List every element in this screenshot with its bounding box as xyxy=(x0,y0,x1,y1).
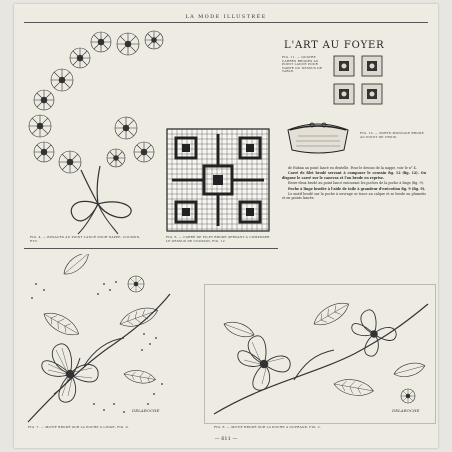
article-paragraph: Carré de filet brodé servant à composer le coussin fig. 12 (fig. 12). On dispose le carré sur le canevas et l'on brode en reprise. xyxy=(282,171,426,180)
caption-fig-corners: FIG. 11. — QUATRE CARRÉS BRODÉS AU POINT LANCÉ POUR NAPPE OU DESSUS DE TABLE. xyxy=(282,55,323,74)
corner-squares-illustration xyxy=(332,54,384,106)
rosette xyxy=(117,33,139,55)
rosette xyxy=(70,48,90,68)
rosette-ribbon-illustration xyxy=(26,26,166,236)
rosette xyxy=(34,142,54,162)
caption-fig-flower-left: FIG. 7. — MOTIF BRODÉ SUR LA POCHE À LINGE, FIG. 9. xyxy=(28,425,129,429)
leaf xyxy=(60,254,92,279)
section-title: L'ART AU FOYER xyxy=(284,40,385,51)
rosette xyxy=(59,151,81,173)
leaf xyxy=(117,303,160,331)
caption-fig-flower-right: FIG. 8. — MOTIF BRODÉ SUR LA POCHE À OUVRAGE, FIG. 2. xyxy=(214,425,322,429)
rosette xyxy=(134,142,154,162)
caption-fig-purse: FIG. 13. — PORTE-MONNAIE BRODÉ AU POINT DE CROIX. xyxy=(360,131,424,139)
leaf xyxy=(222,318,256,340)
flower xyxy=(128,276,144,292)
flower xyxy=(42,344,98,402)
article-paragraph: Le motif brodé sur la poche à ouvrage se trace au calque et se brode en plumetis et en points lancés. xyxy=(282,192,426,201)
leaf xyxy=(392,360,426,380)
artist-signature: DELAROCHE xyxy=(132,408,160,413)
magazine-page xyxy=(14,4,438,448)
article-body xyxy=(282,166,426,201)
article-paragraph: Poche à linge brodée à l'aide de toile à grandeur d'exécution fig. 9 (fig. 9). xyxy=(288,186,426,191)
leaf xyxy=(123,368,157,385)
running-header: LA MODE ILLUSTRÉE xyxy=(185,14,267,20)
floral-embroidery-left xyxy=(24,254,174,426)
rosette xyxy=(29,115,51,137)
ribbon-stem xyxy=(81,166,100,204)
leaf xyxy=(40,308,82,341)
ribbon-tail xyxy=(78,204,118,234)
flower xyxy=(401,389,415,403)
rosette xyxy=(145,31,163,49)
rosette xyxy=(115,117,137,139)
section-divider xyxy=(24,248,278,249)
purse-illustration xyxy=(282,116,354,156)
rosette xyxy=(34,90,54,110)
article-paragraph: Entre-deux brodé au point lancé entourant les poches de la poche à linge (fig. 9). xyxy=(288,181,424,186)
header-rule xyxy=(24,22,428,23)
floral-embroidery-right xyxy=(204,284,436,424)
artist-signature: DELAROCHE xyxy=(392,408,420,413)
caption-fig-grid: FIG. 6. — CARRÉ DE FILET BRODÉ SERVANT À COMPOSER LE DESSUS DE COUSSIN, FIG. 12. xyxy=(166,235,270,243)
filet-grid-illustration xyxy=(166,128,270,232)
leaf xyxy=(310,298,352,331)
rosette xyxy=(51,69,73,91)
rosette xyxy=(91,32,111,52)
caption-fig-ribbon: FIG. 4. — ROSACES AU POINT LANCÉ POUR NAPPE, COUSSIN, ETC. xyxy=(30,235,141,243)
article-paragraph: de Ruban au point lancé en dentelle. Pour le dessus de la nappe, voir le n° 4. xyxy=(288,166,417,170)
rosette xyxy=(107,149,125,167)
leaf xyxy=(333,377,375,399)
page-number: — 611 — xyxy=(214,436,238,442)
